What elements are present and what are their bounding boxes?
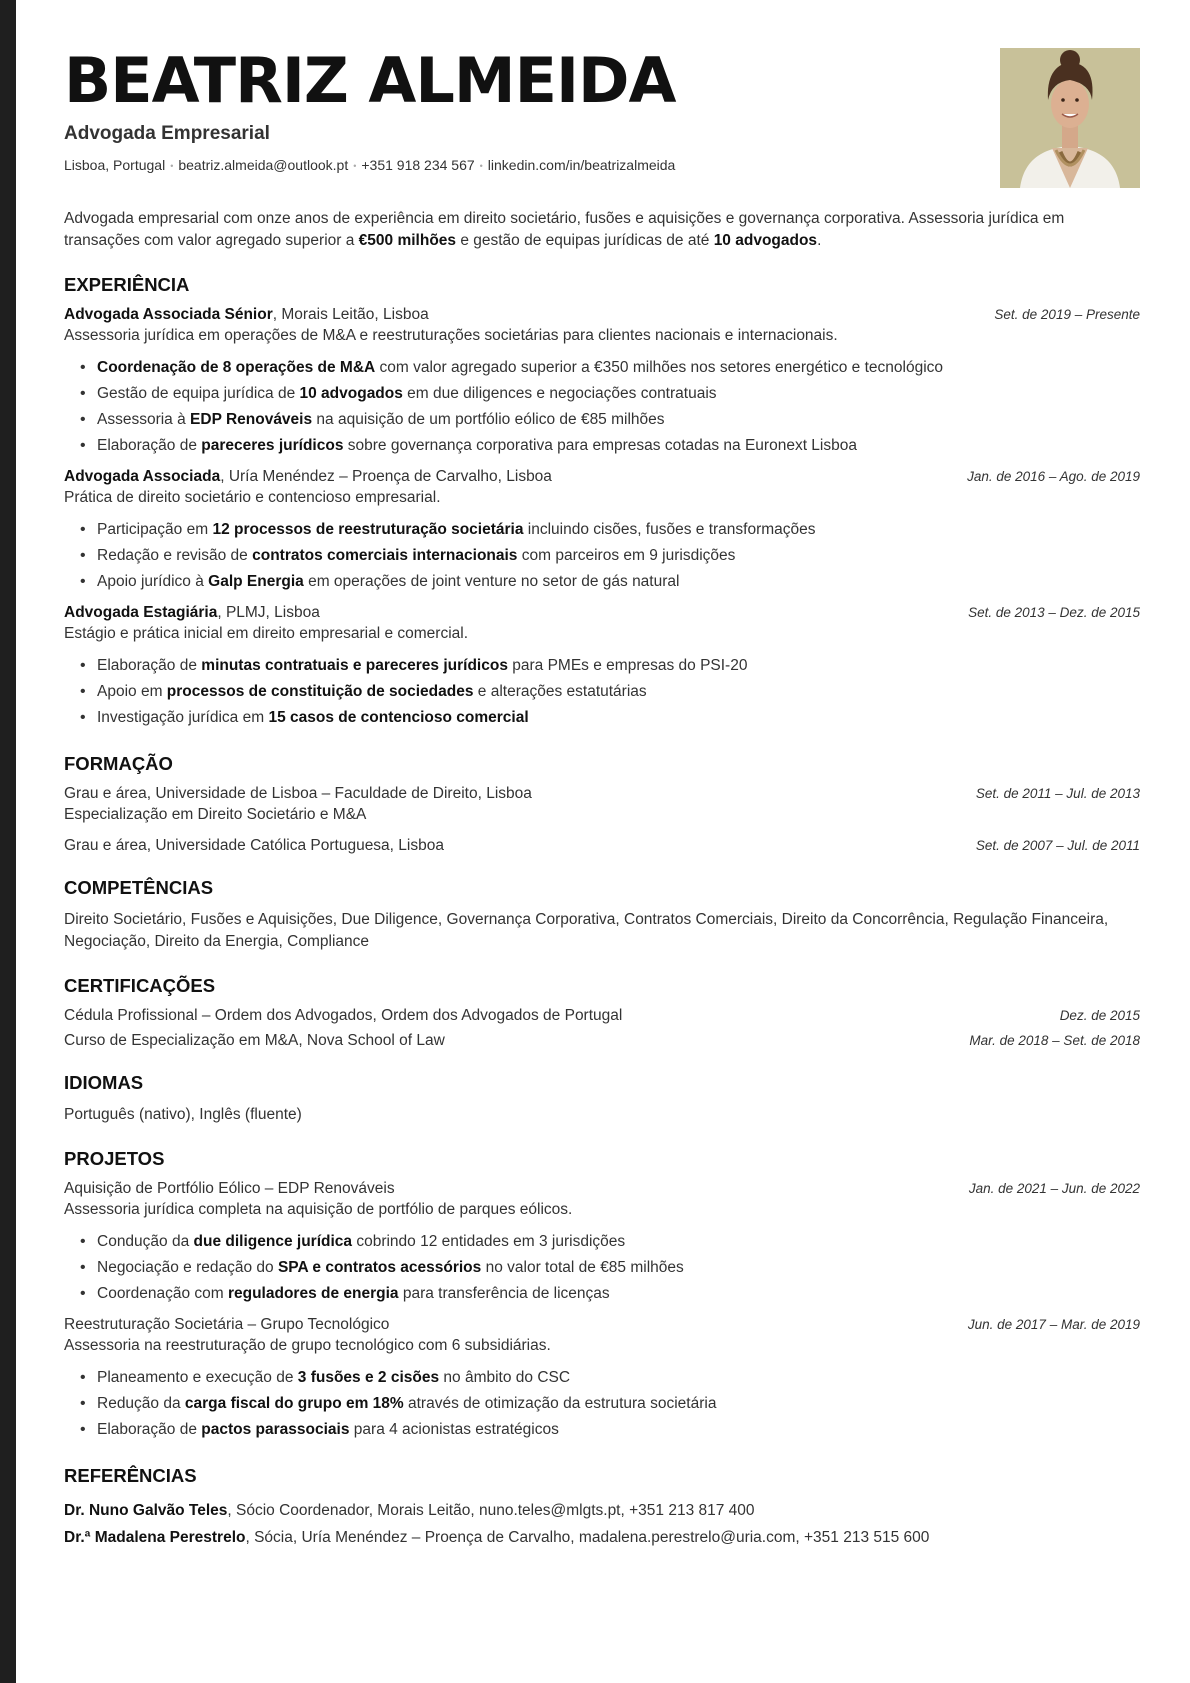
project-date: Jun. de 2017 – Mar. de 2019	[967, 1317, 1140, 1332]
resume-header	[64, 0, 1140, 190]
bullet-item: • Planeamento e execução de 3 fusões e 2 cisões no âmbito do CSC	[80, 1365, 1140, 1391]
bullet-item: • Elaboração de pactos parassociais para 4 acionistas estratégicos	[80, 1417, 1140, 1443]
bullet-item: • Investigação jurídica em 15 casos de contencioso comercial	[80, 705, 1140, 731]
skills-list: Direito Societário, Fusões e Aquisições, Due Diligence, Governança Corporativa, Contratos Comerciais, Direito da Concorrência, Regulação Financeira, Negociação, Direito da Energia, Compliance	[64, 911, 1109, 950]
contact-email[interactable]: beatriz.almeida@outlook.pt	[178, 157, 349, 173]
bullet-item: • Condução da due diligence jurídica cobrindo 12 entidades em 3 jurisdições	[80, 1229, 1140, 1255]
project-date: Jan. de 2021 – Jun. de 2022	[968, 1181, 1140, 1196]
job-date: Set. de 2019 – Presente	[994, 307, 1140, 322]
project-title: Aquisição de Portfólio Eólico – EDP Renováveis	[64, 1180, 395, 1197]
education-line: Grau e área, Universidade Católica Portuguesa, Lisboa	[64, 837, 444, 854]
resume-page	[16, 0, 1190, 1683]
job-date: Set. de 2013 – Dez. de 2015	[968, 605, 1140, 620]
project-description: Assessoria jurídica completa na aquisição de portfólio de parques eólicos.	[64, 1201, 573, 1218]
summary-text: Advogada empresarial com onze anos de experiência em direito societário, fusões e aquisições e governança corporativa. Assessoria jurídica em transações com valor agregado superior a	[64, 210, 1065, 249]
reference-details: , Sócio Coordenador, Morais Leitão, nuno.teles@mlgts.pt, +351 213 817 400	[227, 1502, 755, 1519]
job-org: , Morais Leitão, Lisboa	[272, 306, 429, 323]
project-entry	[64, 1316, 1140, 1443]
contact-separator: •	[479, 161, 483, 172]
candidate-name: BEATRIZ ALMEIDA	[64, 44, 676, 117]
job-title: Advogada Associada Sénior	[64, 306, 273, 323]
job-org: , Uría Menéndez – Proença de Carvalho, Lisboa	[220, 468, 552, 485]
summary-highlight: 10 advogados	[713, 232, 818, 249]
section-title-references: REFERÊNCIAS	[64, 1465, 197, 1486]
section-title-languages: IDIOMAS	[64, 1072, 144, 1093]
project-description: Assessoria na reestruturação de grupo tecnológico com 6 subsidiárias.	[64, 1337, 551, 1354]
bullet-item: • Elaboração de pareceres jurídicos sobre governança corporativa para empresas cotadas na Euronext Lisboa	[80, 433, 1140, 459]
bullet-item: • Apoio em processos de constituição de sociedades e alterações estatutárias	[80, 679, 1140, 705]
job-title: Advogada Estagiária	[64, 604, 218, 621]
contact-separator: •	[353, 161, 357, 172]
bullet-item: • Apoio jurídico à Galp Energia em operações de joint venture no setor de gás natural	[80, 569, 1140, 595]
education-date: Set. de 2007 – Jul. de 2011	[975, 838, 1140, 853]
project-entry	[64, 1180, 1140, 1307]
reference-entry	[64, 1497, 1140, 1524]
education-entry	[64, 785, 1140, 824]
bullet-item: • Coordenação de 8 operações de M&A com valor agregado superior a €350 milhões nos setores energético e tecnológico	[80, 355, 1140, 381]
languages-list: Português (nativo), Inglês (fluente)	[64, 1106, 302, 1123]
project-bullets	[64, 1365, 1140, 1443]
certification-line: Cédula Profissional – Ordem dos Advogados, Ordem dos Advogados de Portugal	[64, 1007, 623, 1024]
job-bullets	[64, 355, 1140, 459]
contact-location: Lisboa, Portugal	[64, 157, 166, 173]
job-description: Estágio e prática inicial em direito empresarial e comercial.	[64, 625, 469, 642]
project-bullets	[64, 1229, 1140, 1307]
bullet-item: • Assessoria à EDP Renováveis na aquisição de um portfólio eólico de €85 milhões	[80, 407, 1140, 433]
job-description: Prática de direito societário e contencioso empresarial.	[64, 489, 441, 506]
bullet-item: • Gestão de equipa jurídica de 10 advogados em due diligences e negociações contratuais	[80, 381, 1140, 407]
reference-details: , Sócia, Uría Menéndez – Proença de Carvalho, madalena.perestrelo@uria.com, +351 213 515 600	[245, 1529, 930, 1546]
bullet-item: • Elaboração de minutas contratuais e pareceres jurídicos para PMEs e empresas do PSI-20	[80, 653, 1140, 679]
reference-entry	[64, 1524, 1140, 1551]
candidate-role: Advogada Empresarial	[64, 123, 270, 144]
job-date: Jan. de 2016 – Ago. de 2019	[967, 469, 1140, 484]
bullet-item: • Redução da carga fiscal do grupo em 18% através de otimização da estrutura societária	[80, 1391, 1140, 1417]
summary	[64, 208, 1140, 252]
job-org: , PLMJ, Lisboa	[217, 604, 320, 621]
section-title-education: FORMAÇÃO	[64, 753, 173, 774]
section-title-skills: COMPETÊNCIAS	[64, 877, 214, 898]
experience-entry	[64, 604, 1140, 731]
certification-date: Mar. de 2018 – Set. de 2018	[969, 1033, 1140, 1048]
bullet-item: • Coordenação com reguladores de energia para transferência de licenças	[80, 1281, 1140, 1307]
job-title: Advogada Associada	[64, 468, 221, 485]
contact-separator: •	[170, 161, 174, 172]
summary-text: .	[817, 232, 822, 249]
section-title-certifications: CERTIFICAÇÕES	[64, 975, 216, 996]
portrait-image	[1000, 48, 1140, 188]
project-title: Reestruturação Societária – Grupo Tecnológico	[64, 1316, 390, 1333]
education-entry	[64, 837, 1140, 855]
profile-photo	[1000, 48, 1140, 188]
bullet-item: • Participação em 12 processos de reestruturação societária incluindo cisões, fusões e transformações	[80, 517, 1140, 543]
summary-highlight: €500 milhões	[358, 232, 457, 249]
education-line: Grau e área, Universidade de Lisboa – Faculdade de Direito, Lisboa	[64, 785, 532, 802]
education-date: Set. de 2011 – Jul. de 2013	[975, 786, 1140, 801]
certification-entry	[64, 1007, 1140, 1025]
reference-name: Dr.ª Madalena Perestrelo	[64, 1529, 246, 1546]
experience-entry	[64, 306, 1140, 459]
certification-date: Dez. de 2015	[1059, 1008, 1140, 1023]
experience-entry	[64, 468, 1140, 595]
section-title-projects: PROJETOS	[64, 1148, 165, 1169]
education-description: Especialização em Direito Societário e M&A	[64, 806, 367, 823]
job-description: Assessoria jurídica em operações de M&A e reestruturações societárias para clientes nacionais e internacionais.	[64, 327, 838, 344]
bullet-item: • Negociação e redação do SPA e contratos acessórios no valor total de €85 milhões	[80, 1255, 1140, 1281]
certification-entry	[64, 1032, 1140, 1050]
certification-line: Curso de Especialização em M&A, Nova School of Law	[64, 1032, 445, 1049]
summary-text: e gestão de equipas jurídicas de até	[456, 232, 714, 249]
contact-line	[64, 157, 675, 173]
reference-name: Dr. Nuno Galvão Teles	[64, 1502, 228, 1519]
contact-linkedin[interactable]: linkedin.com/in/beatrizalmeida	[487, 157, 676, 173]
job-bullets	[64, 517, 1140, 595]
section-title-experience: EXPERIÊNCIA	[64, 274, 190, 295]
bullet-item: • Redação e revisão de contratos comerciais internacionais com parceiros em 9 jurisdições	[80, 543, 1140, 569]
job-bullets	[64, 653, 1140, 731]
contact-phone[interactable]: +351 918 234 567	[361, 157, 475, 173]
